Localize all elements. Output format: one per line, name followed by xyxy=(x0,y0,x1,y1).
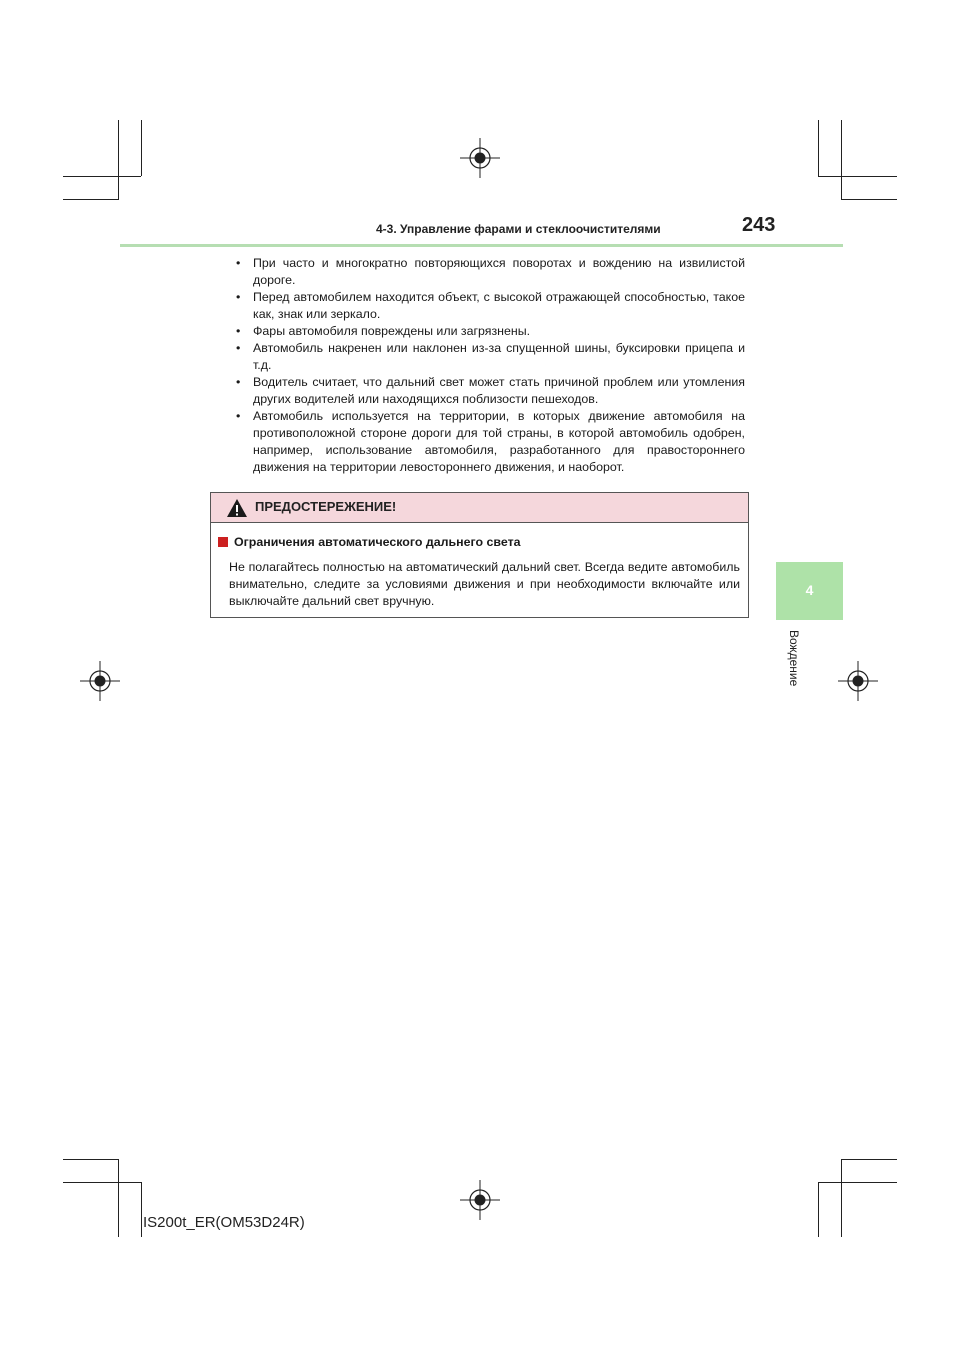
list-item-text: Перед автомобилем находится объект, с высокой отражающей способностью, такое как, знак или зеркало. xyxy=(253,290,745,321)
crop-mark xyxy=(118,120,119,200)
list-item xyxy=(236,255,745,289)
list-item xyxy=(236,408,745,476)
header-rule xyxy=(120,244,843,247)
warning-title: ПРЕДОСТЕРЕЖЕНИЕ! xyxy=(255,499,397,514)
list-item xyxy=(236,340,745,374)
chapter-label xyxy=(786,630,802,700)
registration-mark-icon xyxy=(460,1180,500,1220)
crop-mark xyxy=(818,1182,897,1183)
warning-subtitle-text: Ограничения автоматического дальнего света xyxy=(234,535,521,549)
crop-mark xyxy=(818,176,897,177)
warning-subtitle xyxy=(218,535,521,549)
bullet-marker: • xyxy=(236,324,241,338)
crop-mark xyxy=(63,199,119,200)
crop-mark xyxy=(118,1159,119,1237)
warning-triangle-icon xyxy=(226,498,248,518)
crop-mark xyxy=(841,120,842,200)
crop-mark xyxy=(141,120,142,176)
list-item xyxy=(236,289,745,323)
crop-mark xyxy=(63,1159,119,1160)
page-number: 243 xyxy=(742,214,776,236)
section-title: 4-3. Управление фарами и стеклоочистителями xyxy=(376,222,661,236)
list-item xyxy=(236,323,745,340)
crop-mark xyxy=(841,1159,897,1160)
warning-box xyxy=(210,492,749,618)
bullet-marker: • xyxy=(236,341,241,355)
list-item-text: При часто и многократно повторяющихся поворотах и вождению на извилистой дороге. xyxy=(253,256,745,287)
bullet-marker: • xyxy=(236,256,241,270)
bullet-marker: • xyxy=(236,375,241,389)
crop-mark xyxy=(841,199,897,200)
list-item-text: Фары автомобиля повреждены или загрязнены. xyxy=(253,324,531,338)
warning-header xyxy=(211,493,748,523)
crop-mark xyxy=(63,1182,141,1183)
list-item-text: Автомобиль используется на территории, в которых движение автомобиля на противоположной стороне дороги для той страны, в которой автомобиль одобрен, например, использование автомобиля, разработанного для правостороннего движения на территории левостороннего движения, и наоборот. xyxy=(253,409,745,474)
chapter-tab xyxy=(776,562,843,620)
red-square-icon xyxy=(218,537,228,547)
registration-mark-icon xyxy=(460,138,500,178)
crop-mark xyxy=(818,1182,819,1237)
crop-mark xyxy=(141,1182,142,1237)
registration-mark-icon xyxy=(80,661,120,701)
chapter-label-text: Вождение xyxy=(787,630,801,687)
list-item xyxy=(236,374,745,408)
bullet-marker: • xyxy=(236,290,241,304)
crop-mark xyxy=(63,176,141,177)
list-item-text: Водитель считает, что дальний свет может стать причиной проблем или утомления других водителей или находящихся поблизости пешеходов. xyxy=(253,375,745,406)
crop-mark xyxy=(841,1159,842,1237)
condition-list xyxy=(236,255,745,476)
list-item-text: Автомобиль накренен или наклонен из-за спущенной шины, буксировки прицепа и т.д. xyxy=(253,341,745,372)
crop-mark xyxy=(818,120,819,176)
bullet-marker: • xyxy=(236,409,241,423)
warning-body: Не полагайтесь полностью на автоматический дальний свет. Всегда ведите автомобиль внимательно, следите за условиями движения и при необходимости включайте или выключайте дальний свет вручную. xyxy=(229,560,740,608)
chapter-number: 4 xyxy=(805,582,814,598)
registration-mark-icon xyxy=(838,661,878,701)
document-code: IS200t_ER(OM53D24R) xyxy=(143,1214,305,1231)
